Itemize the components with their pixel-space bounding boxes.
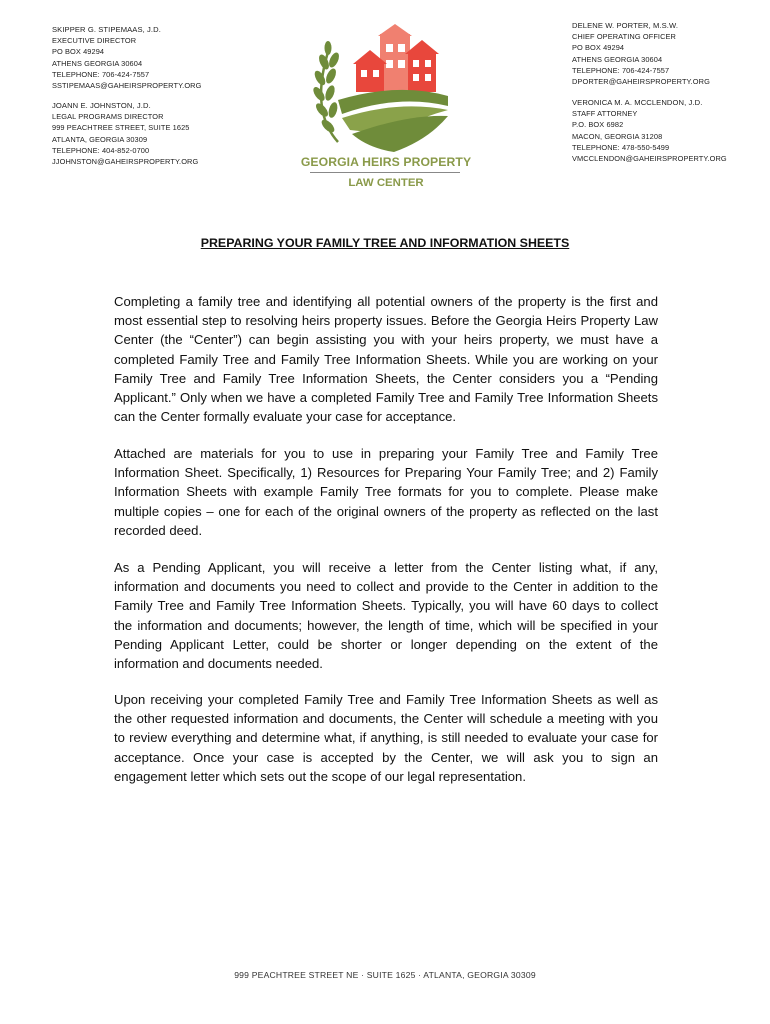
paragraph-1: Completing a family tree and identifying all potential owners of the property is the first and most essential step to resolving heirs property issues. Before the Georgia Heirs Property Law Center (the “Center”) can begin assisting you with your heirs property, we must have a completed Family Tree and Family Tree Information Sheets. While you are working on your Family Tree and Family Tree Information Sheets, the Center considers you a “Pending Applicant.” Only when we have a completed Family Tree and Family Tree Information Sheets can the Center formally evaluate your case for acceptance.: [114, 294, 658, 425]
footer-address: 999 PEACHTREE STREET NE · SUITE 1625 · ATLANTA, GEORGIA 30309: [234, 970, 536, 980]
paragraph-3: As a Pending Applicant, you will receive a letter from the Center listing what, if any, information and documents you need to collect and provide to the Center in addition to the Family Tree and Family Tree Information Sheets. Typically, you will have 60 days to collect the information and documents; however, the length of time, which will be specified in your Pending Applicant Letter, could be shorter or longer depending on the extent of the information and documents needed.: [114, 560, 658, 672]
houses-icon: [353, 24, 439, 92]
contact-name: VERONICA M. A. MCCLENDON, J.D.: [572, 98, 703, 107]
contact-phone: TELEPHONE: 478-550-5499: [572, 142, 670, 152]
org-name-line1: GEORGIA HEIRS PROPERTY: [300, 155, 472, 169]
contact-block-staff-attorney: [572, 97, 727, 164]
document-title: PREPARING YOUR FAMILY TREE AND INFORMATION SHEETS: [200, 236, 570, 250]
contact-address: 999 PEACHTREE STREET, SUITE 1625: [52, 123, 190, 133]
contact-address: P.O. BOX 6982: [572, 120, 624, 130]
contact-email: JJOHNSTON@GAHEIRSPROPERTY.ORG: [52, 157, 199, 167]
contact-block-executive-director: [52, 24, 201, 91]
contact-address: PO BOX 49294: [572, 43, 625, 53]
contact-title: EXECUTIVE DIRECTOR: [52, 36, 137, 46]
contact-city: ATHENS GEORGIA 30604: [52, 58, 143, 68]
land-arcs-icon: [338, 90, 448, 152]
contact-name: SKIPPER G. STIPEMAAS, J.D.: [52, 25, 161, 34]
contact-city: ATHENS GEORGIA 30604: [572, 54, 663, 64]
contact-title: CHIEF OPERATING OFFICER: [572, 32, 676, 42]
contact-address: PO BOX 49294: [52, 47, 105, 57]
contact-email: VMCCLENDON@GAHEIRSPROPERTY.ORG: [572, 154, 727, 164]
wheat-icon: [311, 41, 341, 142]
contact-block-chief-operating-officer: [572, 20, 710, 87]
contact-phone: TELEPHONE: 706-424-7557: [52, 69, 150, 79]
contact-name: DELENE W. PORTER, M.S.W.: [572, 21, 679, 30]
contact-email: DPORTER@GAHEIRSPROPERTY.ORG: [572, 77, 710, 87]
org-name-line2: LAW CENTER: [348, 177, 424, 189]
paragraph-4: Upon receiving your completed Family Tree and Family Tree Information Sheets as well as the other requested information and documents, the Center will schedule a meeting with you to review everything and determine what, if anything, is still needed to evaluate your case for acceptance. Once your case is accepted by the Center, we will ask you to sign an engagement letter which sets out the scope of our legal representation.: [114, 692, 658, 784]
contact-name: JOANN E. JOHNSTON, J.D.: [52, 101, 151, 110]
contact-email: SSTIPEMAAS@GAHEIRSPROPERTY.ORG: [52, 81, 202, 91]
contact-phone: TELEPHONE: 706-424-7557: [572, 65, 670, 75]
contact-title: STAFF ATTORNEY: [572, 109, 638, 119]
logo-divider: [310, 172, 460, 173]
paragraph-2: Attached are materials for you to use in preparing your Family Tree and Family Tree Information Sheet. Specifically, 1) Resources for Preparing Your Family Tree; and 2) Family Information Sheets with example Family Tree formats for you to complete. Please make multiple copies – one for each of the original owners of the property as reflected on the last recorded deed.: [114, 446, 658, 538]
contact-city: MACON, GEORGIA 31208: [572, 131, 663, 141]
contact-block-legal-programs-director: [52, 100, 198, 167]
contact-phone: TELEPHONE: 404-852-0700: [52, 145, 150, 155]
contact-title: LEGAL PROGRAMS DIRECTOR: [52, 112, 164, 122]
contact-city: ATLANTA, GEORGIA 30309: [52, 134, 148, 144]
